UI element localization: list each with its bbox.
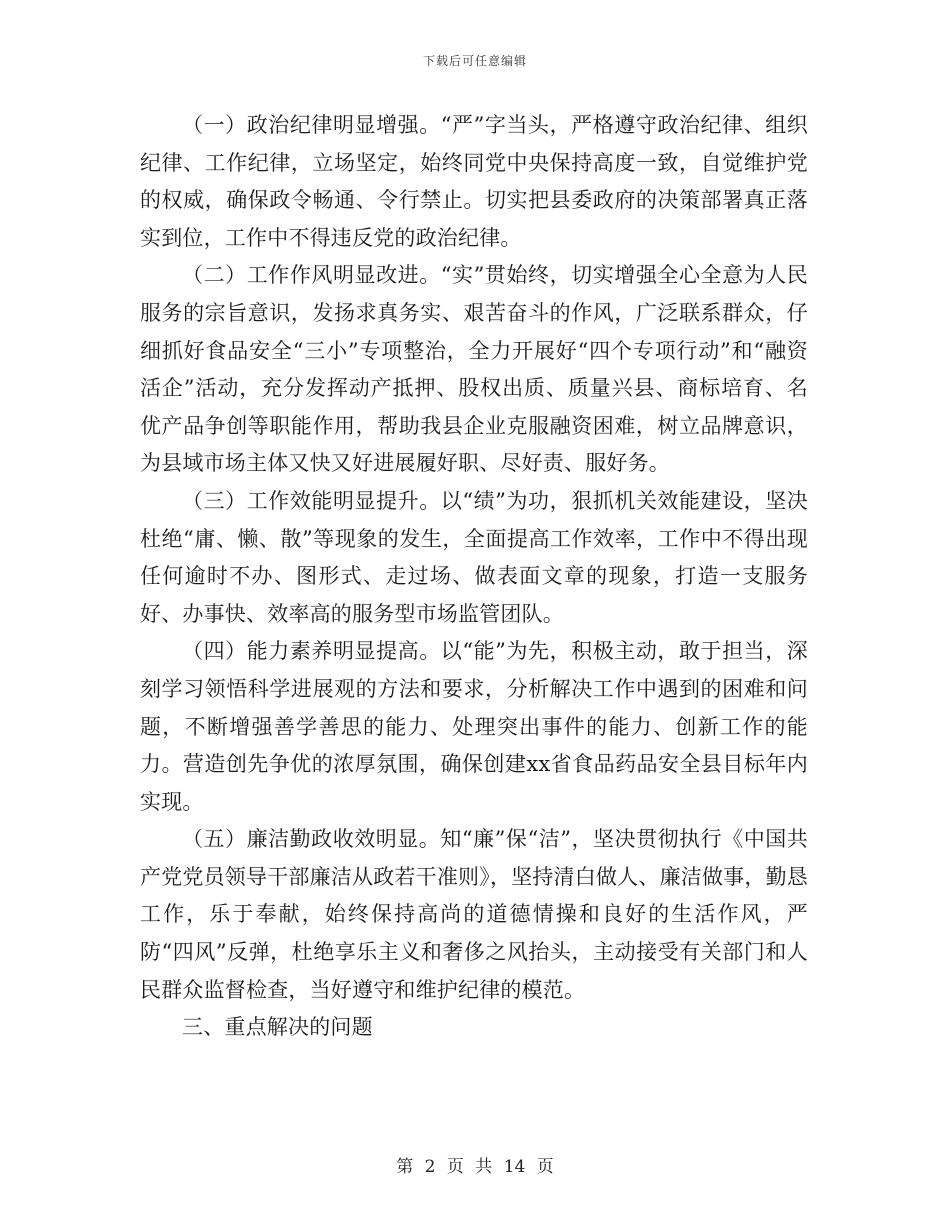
document-body [140,107,808,1047]
section-heading-key-issues: 三、重点解决的问题 [182,1015,373,1040]
paragraph-political-discipline: （一）政治纪律明显增强。“严”字当头，严格遵守政治纪律、组织纪律、工作纪律，立场坚定，始终同党中央保持高度一致，自觉维护党的权威，确保政令畅通、令行禁止。切实把县委政府的决策部署真正落实到位，工作中不得违反党的政治纪律。 [140,113,808,250]
paragraph-integrity: （五）廉洁勤政收效明显。知“廉”保“洁”，坚决贯彻执行《中国共产党党员领导干部廉洁从政若干准则》，坚持清白做人、廉洁做事，勤恳工作，乐于奉献，始终保持高尚的道德情操和良好的生活作风，严防“四风”反弹，杜绝享乐主义和奢侈之风抬头，主动接受有关部门和人民群众监督检查，当好遵守和维护纪律的模范。 [140,827,808,1002]
paragraph-work-efficiency: （三）工作效能明显提升。以“绩”为功，狠抓机关效能建设，坚决杜绝“庸、懒、散”等现象的发生，全面提高工作效率，工作中不得出现任何逾时不办、图形式、走过场、做表面文章的现象，打造一支服务好、办事快、效率高的服务型市场监管团队。 [140,488,808,626]
paragraph-ability: （四）能力素养明显提高。以“能”为先，积极主动，敢于担当，深刻学习领悟科学进展观的方法和要求，分析解决工作中遇到的困难和问题，不断增强善学善思的能力、处理突出事件的能力、创新工作的能力。营造创先争优的浓厚氛围，确保创建xx省食品药品安全县目标年内实现。 [140,639,808,814]
page-header: 下载后可任意编辑 [422,54,527,68]
page-number-footer: 第 2 页 共 14 页 [396,1157,554,1177]
paragraph-work-style: （二）工作作风明显改进。“实”贯始终，切实增强全心全意为人民服务的宗旨意识，发扬求真务实、艰苦奋斗的作风，广泛联系群众，仔细抓好食品安全“三小”专项整治，全力开展好“四个专项行动”和“融资活企”活动，充分发挥动产抵押、股权出质、质量兴县、商标培育、名优产品争创等职能作用，帮助我县企业克服融资困难，树立品牌意识，为县域市场主体又快又好进展履好职、尽好责、服好务。 [140,263,808,476]
